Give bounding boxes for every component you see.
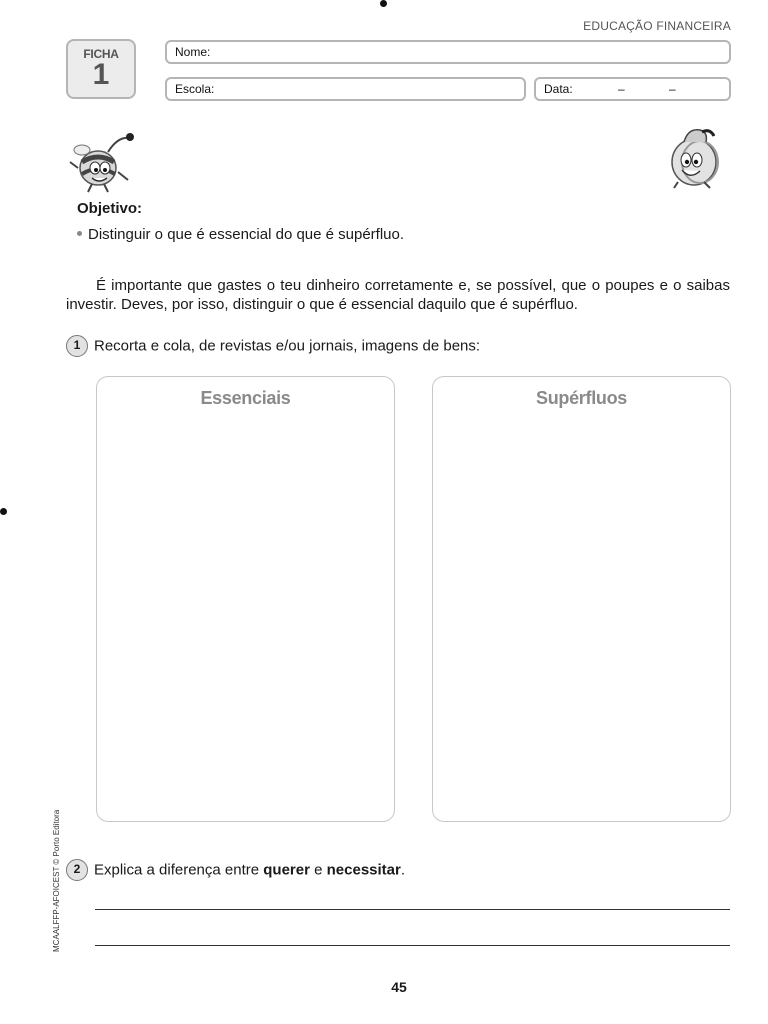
bee-mascot-icon [68, 128, 136, 194]
section-label: EDUCAÇÃO FINANCEIRA [583, 19, 731, 33]
intro-paragraph: É importante que gastes o teu dinheiro corretamente e, se possível, que o poupes e o saibas investir. Deves, por isso, distinguir o que é essencial daquilo que é supérfluo. [66, 277, 730, 313]
nome-label: Nome: [175, 45, 211, 59]
answer-line-2[interactable] [95, 945, 730, 946]
question-2-bold-necessitar: necessitar [326, 861, 401, 879]
binder-hole-left [0, 508, 7, 515]
essenciais-title: Essenciais [200, 388, 291, 408]
essenciais-panel[interactable] [96, 376, 395, 822]
superfluos-title: Supérfluos [535, 388, 627, 408]
escola-label: Escola: [175, 82, 215, 96]
ficha-number: 1 [92, 58, 110, 91]
coin-mascot-icon [664, 124, 726, 190]
data-separator-2: – [669, 82, 676, 96]
question-2-text-mid: e [309, 861, 327, 879]
page-number: 45 [391, 979, 407, 995]
question-2-number: 2 [66, 859, 88, 881]
ficha-badge [66, 39, 136, 99]
question-1-number: 1 [66, 335, 88, 357]
bullet-icon [77, 231, 82, 236]
question-1 [66, 335, 480, 357]
nome-field[interactable] [165, 40, 731, 64]
question-1-text: Recorta e cola, de revistas e/ou jornais, imagens de bens: [94, 337, 481, 355]
question-2 [66, 859, 405, 881]
binder-hole-top [380, 0, 387, 7]
objetivo-item-text: Distinguir o que é essencial do que é supérfluo. [88, 226, 405, 243]
question-2-text-before: Explica a diferença entre [94, 861, 264, 879]
copyright-side-text: MCAALFFP-AFOICEST © Porto Editora [52, 809, 61, 952]
escola-field[interactable] [165, 77, 526, 101]
question-2-text [94, 862, 405, 879]
question-2-bold-querer: querer [263, 861, 310, 879]
objetivo-item [77, 226, 404, 243]
data-field[interactable] [534, 77, 731, 101]
answer-line-1[interactable] [95, 909, 730, 910]
objetivo-title: Objetivo: [77, 200, 143, 217]
data-separator-1: – [618, 82, 625, 96]
data-label: Data: [544, 82, 573, 96]
question-2-text-after: . [400, 861, 406, 879]
ficha-label: FICHA [83, 47, 119, 61]
superfluos-panel[interactable] [432, 376, 731, 822]
